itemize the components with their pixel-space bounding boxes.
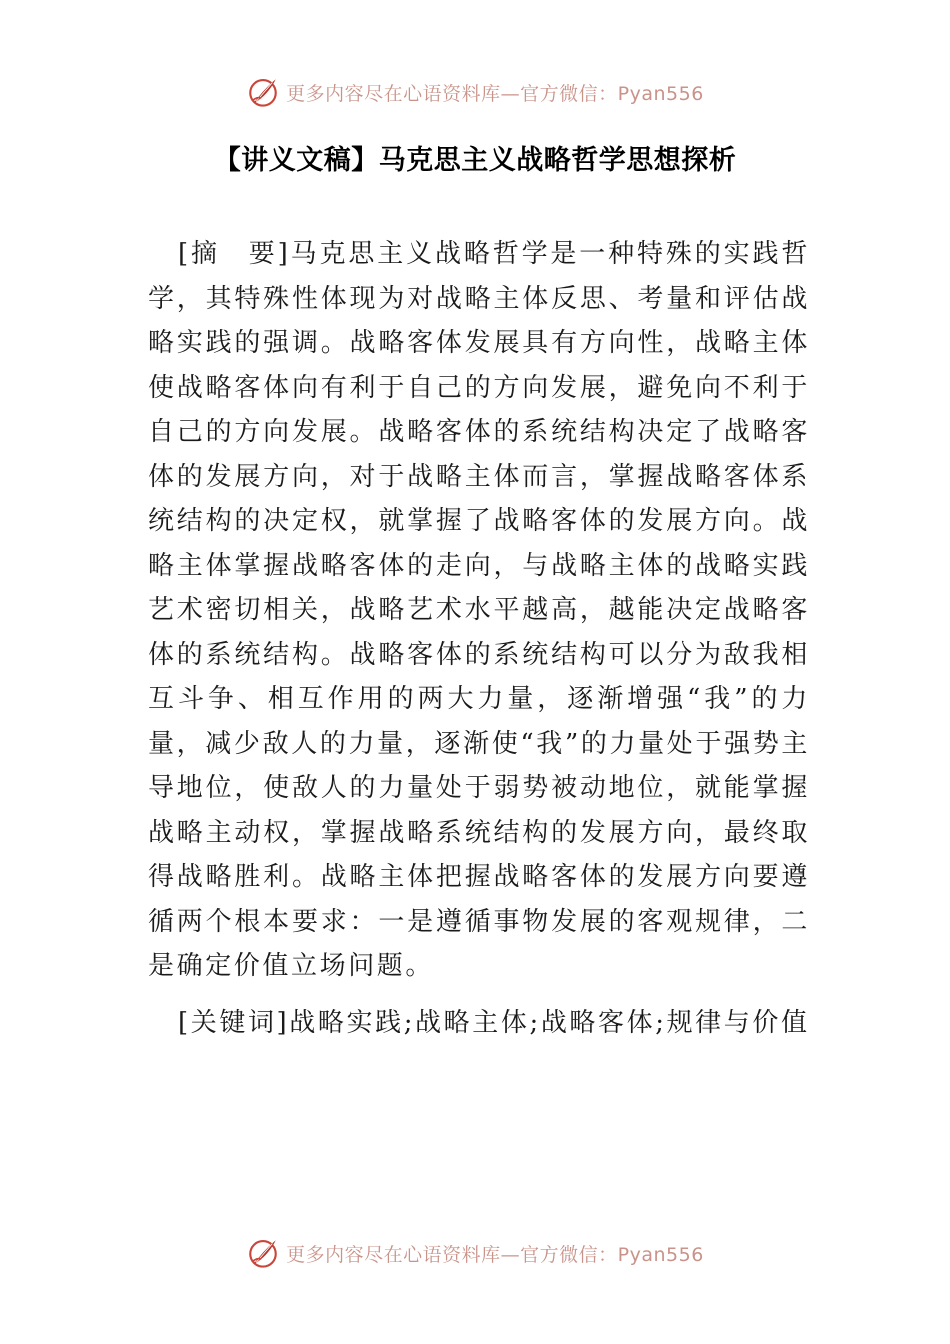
keywords-paragraph (148, 1001, 810, 1046)
document-body (148, 232, 810, 1045)
abstract-label: [摘 要] (178, 239, 291, 269)
abstract-text: 马克思主义战略哲学是一种特殊的实践哲学，其特殊性体现为对战略主体反思、考量和评估战略实践的强调。战略客体发展具有方向性，战略主体使战略客体向有利于自己的方向发展，避免向不利于自己的方向发展。战略客体的系统结构决定了战略客体的发展方向，对于战略主体而言，掌握战略客体系统结构的决定权，就掌握了战略客体的发展方向。战略主体掌握战略客体的走向，与战略主体的战略实践艺术密切相关，战略艺术水平越高，越能决定战略客体的系统结构。战略客体的系统结构可以分为敌我相互斗争、相互作用的两大力量，逐渐增强“我”的力量，减少敌人的力量，逐渐使“我”的力量处于强势主导地位，使敌人的力量处于弱势被动地位，就能掌握战略主动权，掌握战略系统结构的发展方向，最终取得战略胜利。战略主体把握战略客体的发展方向要遵循两个根本要求：一是遵循事物发展的客观规律，二是确定价值立场问题。 (148, 239, 810, 981)
footer-watermark (0, 1233, 950, 1273)
feather-seal-icon (246, 1236, 280, 1270)
feather-seal-icon (246, 75, 280, 109)
keywords-text: 战略实践;战略主体;战略客体;规律与价值 (289, 1007, 810, 1038)
footer-watermark-text: 更多内容尽在心语资料库—官方微信：Pyan556 (286, 1243, 704, 1266)
abstract-paragraph (148, 232, 810, 989)
header-watermark (0, 72, 950, 112)
keywords-label: [关键词] (178, 1007, 290, 1038)
document-title: 【讲义文稿】马克思主义战略哲学思想探析 (213, 145, 737, 176)
footer-watermark-wechat-id: Pyan556 (617, 1243, 704, 1266)
header-watermark-wechat-id: Pyan556 (617, 82, 704, 105)
header-watermark-text: 更多内容尽在心语资料库—官方微信：Pyan556 (286, 82, 704, 105)
